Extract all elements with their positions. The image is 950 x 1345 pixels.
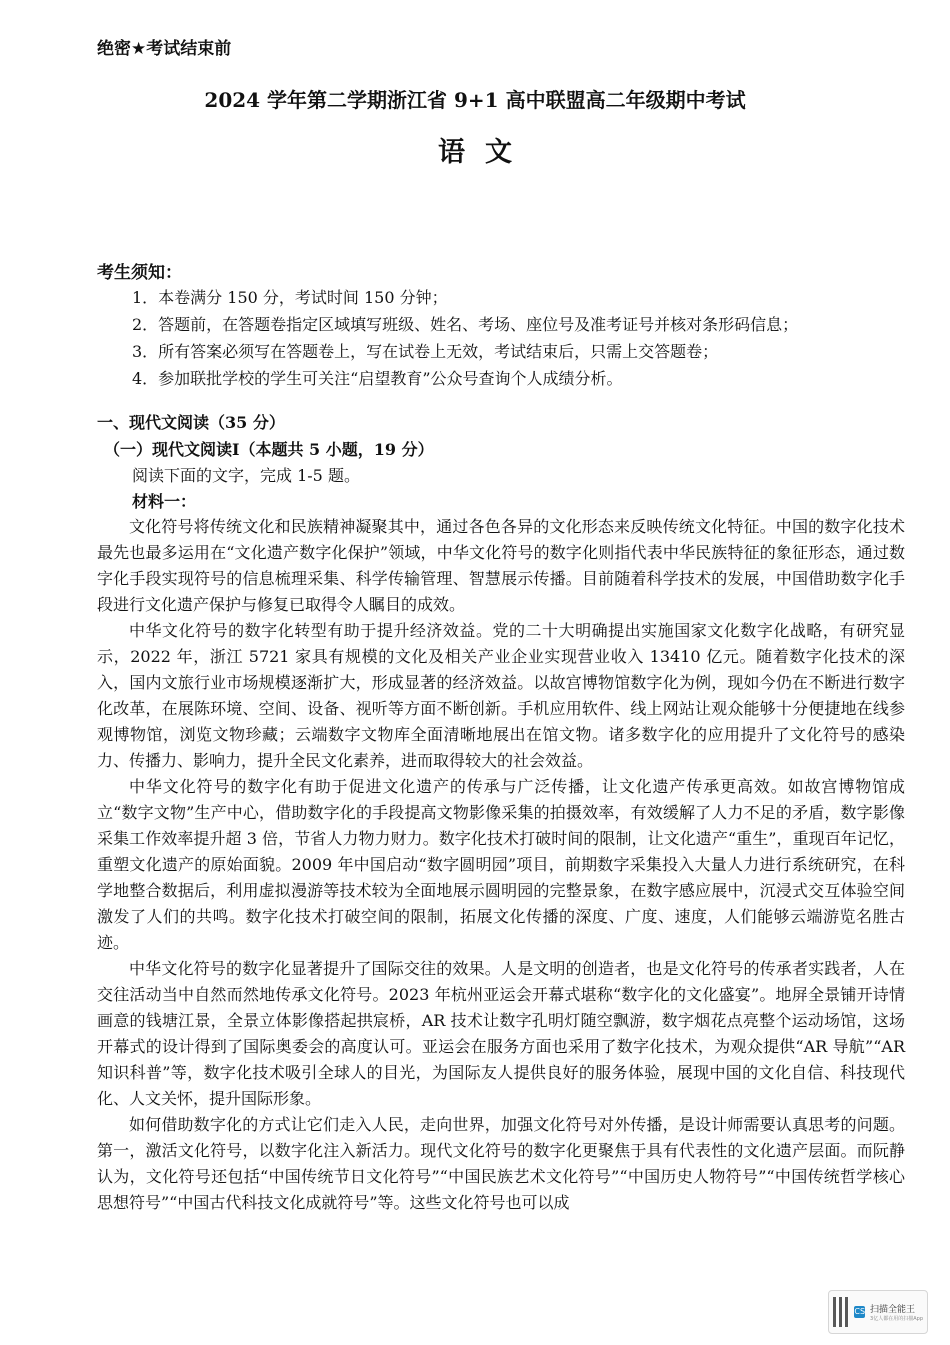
scanner-name: 扫描全能王 [870,1305,916,1315]
notice-item: 4．参加联批学校的学生可关注“启望教育”公众号查询个人成绩分析。 [132,369,623,388]
notice-heading: 考生须知： [97,263,182,283]
passage-paragraph: 中华文化符号的数字化转型有助于提升经济效益。党的二十大明确提出实施国家文化数字化战略，有研究显示，2022 年，浙江 5721 家具有规模的文化及相关产业企业实现营业收入 13410 亿元。随着数字化技术的深入，国内文旅行业市场规模逐渐扩大，形成显著的经济效益。以故宫博物馆数字化为例，现如今仍在不断进行数字化改革，在展陈环境、空间、设备、视听等方面不断创新。手机应用软件、线上网站让观众能够十分便捷地在线参观博物馆，浏览文物珍藏；云端数字文物库全面清晰地展出在馆文物。诸多数字化的应用提升了文化符号的感染力、传播力、影响力，提升全民文化素养，进而取得较大的社会效益。 [97,621,905,770]
material-label: 材料一： [132,492,197,511]
section-heading: 一、现代文阅读（35 分） [97,413,285,432]
subsection-heading: （一）现代文阅读Ⅰ（本题共 5 小题，19 分） [104,440,434,459]
notice-list [132,284,798,392]
scanner-tagline: 3亿人都在用的扫描App [870,1316,923,1322]
passage-paragraph: 中华文化符号的数字化显著提升了国际交往的效果。人是文明的创造者，也是文化符号的传承者实践者，人在交往活动当中自然而然地传承文化符号。2023 年杭州亚运会开幕式堪称“数字化的文化盛宴”。地屏全景铺开诗情画意的钱塘江景，全景立体影像搭起拱宸桥，AR 技术让数字孔明灯随空飘游，数字烟花点亮整个运动场馆，这场开幕式的设计得到了国际奥委会的高度认可。亚运会在服务方面也采用了数字化技术，为观众提供“AR 导航”“AR 知识科普”等，数字化技术吸引全球人的目光，为国际友人提供良好的服务体验，展现中国的文化自信、科技现代化、人文关怀，提升国际形象。 [97,959,905,1108]
camscanner-logo-icon: CS [854,1307,866,1316]
notice-item: 1．本卷满分 150 分，考试时间 150 分钟； [132,288,448,307]
scanner-text [870,1302,923,1322]
passage-paragraph: 中华文化符号的数字化有助于促进文化遗产的传承与广泛传播，让文化遗产传承更高效。如故宫博物馆成立“数字文物”生产中心，借助数字化的手段提高文物影像采集的拍摄效率，有效缓解了人力不足的矛盾，数字影像采集工作效率提升超 3 倍，节省人力物力财力。数字化技术打破时间的限制，让文化遗产“重生”，重现百年记忆，重塑文化遗产的原始面貌。2009 年中国启动“数字圆明园”项目，前期数字采集投入大量人力进行系统研究，在科学地整合数据后，利用虚拟漫游等技术较为全面地展示圆明园的完整景象，在数字感应展中，沉浸式交互体验空间激发了人们的共鸣。数字化技术打破空间的限制，拓展文化传播的深度、广度、速度，人们能够云端游览名胜古迹。 [97,777,905,952]
confidential-label: 绝密★考试结束前 [97,39,232,59]
qr-code-icon [833,1297,849,1327]
exam-title: 2024 学年第二学期浙江省 9+1 高中联盟高二年级期中考试 [204,88,746,112]
reading-instruction: 阅读下面的文字，完成 1-5 题。 [132,466,360,485]
passage-paragraph: 文化符号将传统文化和民族精神凝聚其中，通过各色各异的文化形态来反映传统文化特征。中国的数字化技术最先也最多运用在“文化遗产数字化保护”领域，中华文化符号的数字化则指代表中华民族特征的象征形态，通过数字化手段实现符号的信息梳理采集、科学传输管理、智慧展示传播。目前随着科学技术的发展，中国借助数字化手段进行文化遗产保护与修复已取得令人瞩目的成效。 [97,517,905,614]
subject-title: 语文 [438,137,532,168]
notice-item: 3．所有答案必须写在答题卷上，写在试卷上无效，考试结束后，只需上交答题卷； [132,342,719,361]
scanner-watermark [828,1290,928,1334]
passage [97,514,905,1216]
notice-item: 2．答题前，在答题卷指定区域填写班级、姓名、考场、座位号及准考证号并核对条形码信息； [132,315,799,334]
passage-paragraph: 如何借助数字化的方式让它们走入人民，走向世界，加强文化符号对外传播，是设计师需要认真思考的问题。第一，激活文化符号，以数字化注入新活力。现代文化符号的数字化更聚焦于具有代表性的文化遗产层面。而阮静认为，文化符号还包括“中国传统节日文化符号”“中国民族艺术文化符号”“中国历史人物符号”“中国传统哲学核心思想符号”“中国古代科技文化成就符号”等。这些文化符号也可以成 [97,1115,905,1212]
